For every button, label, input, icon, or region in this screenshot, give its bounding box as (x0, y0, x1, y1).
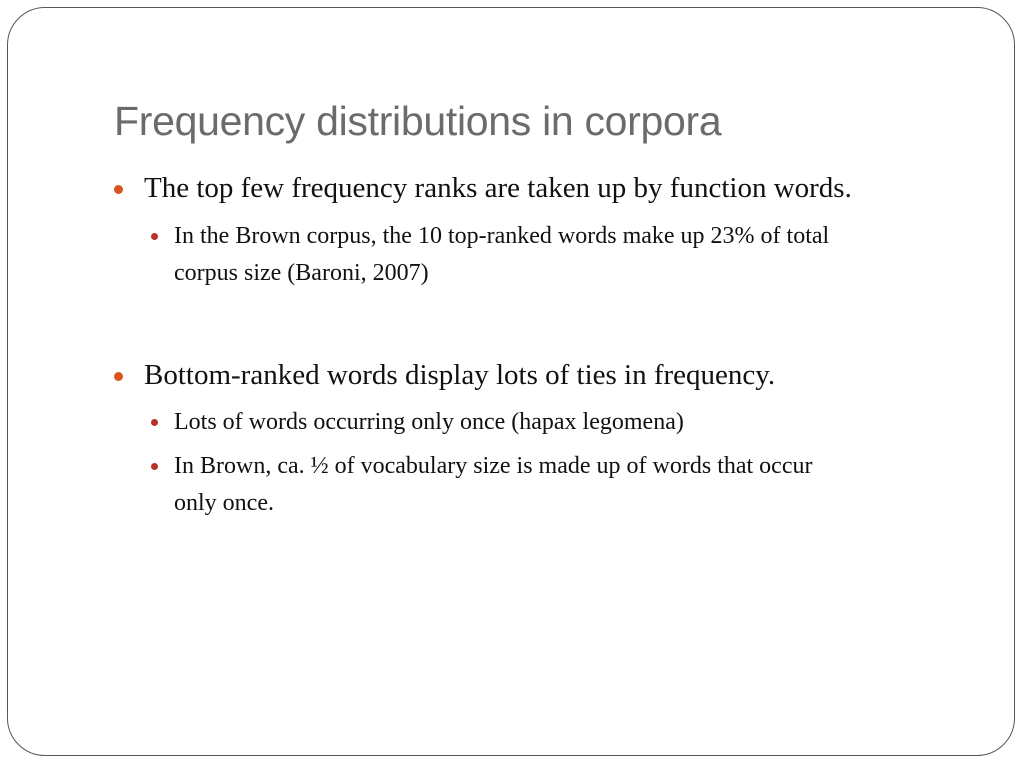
sub-bullet-text (174, 404, 964, 441)
sub-bullet-line: corpus size (Baroni, 2007) (174, 260, 429, 286)
bullet-dot-icon (114, 185, 123, 194)
sub-bullet-line: Lots of words occurring only once (hapax legomena) (174, 409, 684, 435)
sub-bullet-line: only once. (174, 490, 274, 516)
bullet-text: Bottom-ranked words display lots of ties in frequency. (144, 359, 776, 391)
sub-bullet-dot-icon (151, 419, 158, 426)
bullet-text: The top few frequency ranks are taken up by function words. (144, 172, 852, 204)
sub-bullet-dot-icon (151, 463, 158, 470)
sub-bullet-line: In the Brown corpus, the 10 top-ranked words make up 23% of total (174, 223, 830, 249)
sub-bullet-line: In Brown, ca. ½ of vocabulary size is made up of words that occur (174, 453, 813, 479)
slide-title: Frequency distributions in corpora (114, 98, 722, 144)
sub-bullet-text (174, 218, 964, 292)
sub-bullet-dot-icon (151, 233, 158, 240)
bullet-dot-icon (114, 372, 123, 381)
sub-bullet-text (174, 448, 964, 522)
